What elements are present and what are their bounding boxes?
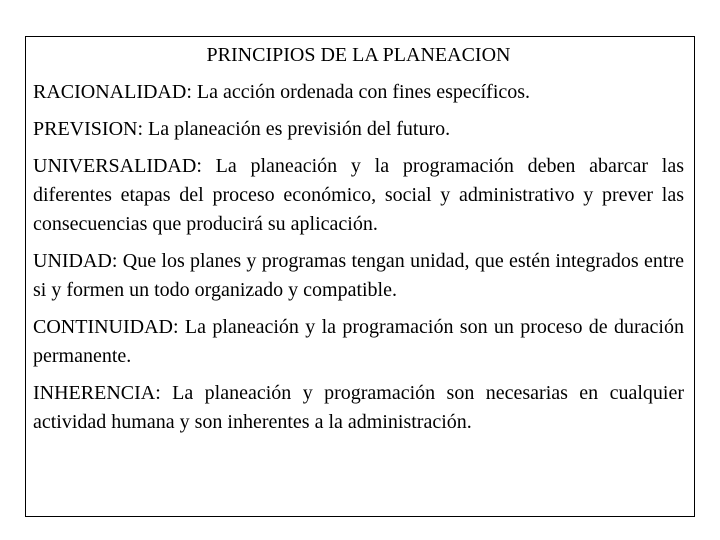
principle-inherencia <box>33 379 684 437</box>
principle-description: : Que los planes y programas tengan unidad, que estén integrados entre si y formen un todo organizado y compatible. <box>33 250 684 301</box>
principle-term: CONTINUIDAD <box>33 316 173 338</box>
principle-description: : La planeación y programación son necesarias en cualquier actividad humana y son inherentes a la administración. <box>33 382 684 433</box>
principle-term: PREVISION <box>33 118 138 140</box>
principle-description: : La planeación y la programación son un proceso de duración permanente. <box>33 316 684 367</box>
principle-universalidad <box>33 152 684 239</box>
principle-term: INHERENCIA <box>33 382 156 404</box>
principle-term: UNIDAD <box>33 250 112 272</box>
principle-description: : La planeación y la programación deben abarcar las diferentes etapas del proceso económico, social y administrativo y prever las consecuencias que producirá su aplicación. <box>33 155 684 235</box>
principle-description: : La acción ordenada con fines específicos. <box>186 81 531 103</box>
principle-continuidad <box>33 313 684 371</box>
principle-racionalidad <box>33 78 684 107</box>
principle-unidad <box>33 247 684 305</box>
principle-term: RACIONALIDAD <box>33 81 187 103</box>
principle-term: UNIVERSALIDAD <box>33 155 197 177</box>
principle-prevision <box>33 115 684 144</box>
content-box <box>25 36 695 517</box>
principle-description: : La planeación es previsión del futuro. <box>137 118 451 140</box>
page-title: PRINCIPIOS DE LA PLANEACION <box>206 44 511 66</box>
